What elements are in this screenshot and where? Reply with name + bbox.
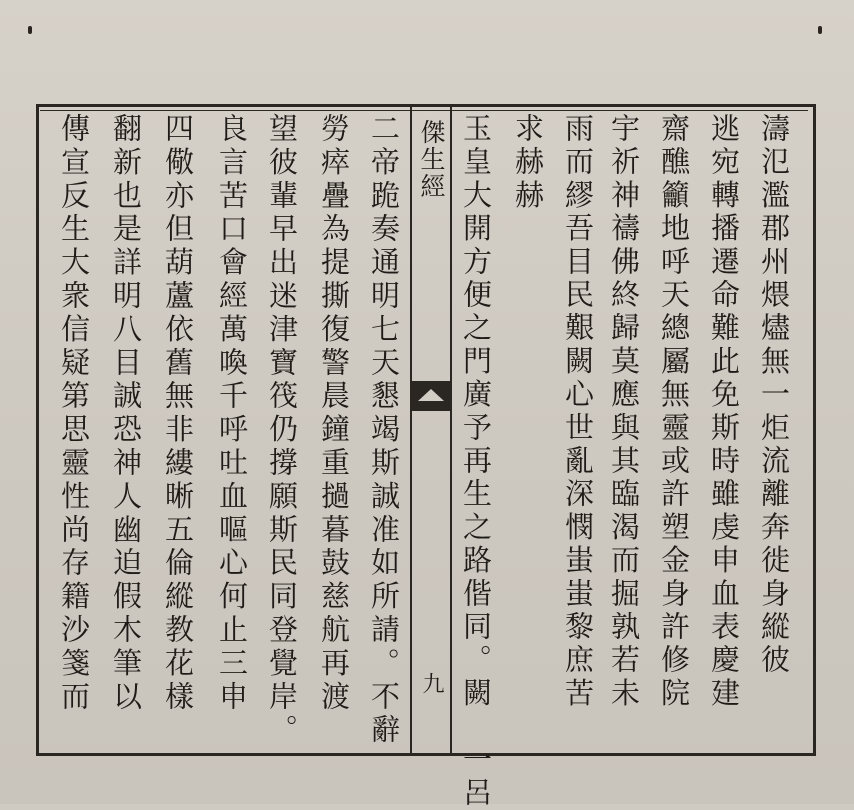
text-column: 傳宣反生大衆信疑第思靈性尚存籍沙箋而 bbox=[57, 113, 91, 715]
text-column: 宇祈神禱佛終歸莫應與其臨渴而掘孰若未 bbox=[607, 113, 641, 711]
fold-rule-right bbox=[450, 107, 452, 753]
page-number: 九 bbox=[419, 672, 444, 694]
fish-tail-mark bbox=[412, 381, 450, 411]
text-column: 求赫赫 bbox=[511, 113, 545, 213]
text-column: 玉皇大開方便之門廣予再生之路偕同。闕 一呂 bbox=[459, 113, 493, 810]
text-column: 二帝跪奏通明七天懇竭斯誠准如所請。不辭 bbox=[367, 113, 401, 748]
text-column: 濤氾濫郡州煨燼無一炬流離奔徙身縱彼 bbox=[757, 113, 791, 678]
text-column: 翻新也是詳明八目誠恐神人幽迫假木筆以 bbox=[109, 113, 143, 715]
center-fold bbox=[410, 107, 452, 753]
fold-rule-left bbox=[410, 107, 412, 753]
text-column: 雨而繆吾目民艱闕心世亂深憫蚩蚩黎庶苦 bbox=[561, 113, 595, 711]
text-column: 齋醮籲地呼天總屬無靈或許塑金身許修院 bbox=[657, 113, 691, 711]
binding-mark bbox=[28, 26, 32, 34]
binding-mark bbox=[818, 26, 822, 34]
text-column: 良言苦口會經萬喚千呼吐血嘔心何止三申 bbox=[215, 113, 249, 715]
text-column: 四儆亦但葫蘆依舊無非縷晰五倫縱教花樣 bbox=[161, 113, 195, 715]
text-column: 勞瘁疊為提撕復警晨鐘重撾暮鼓慈航再渡 bbox=[317, 113, 351, 715]
book-title: 傑生經 bbox=[417, 119, 446, 200]
text-column: 逃宛轉播遷命難此免斯時雖虔申血表慶建 bbox=[707, 113, 741, 711]
text-column: 望彼輩早出迷津寶筏仍撐願斯民同登覺岸。 bbox=[265, 113, 299, 748]
